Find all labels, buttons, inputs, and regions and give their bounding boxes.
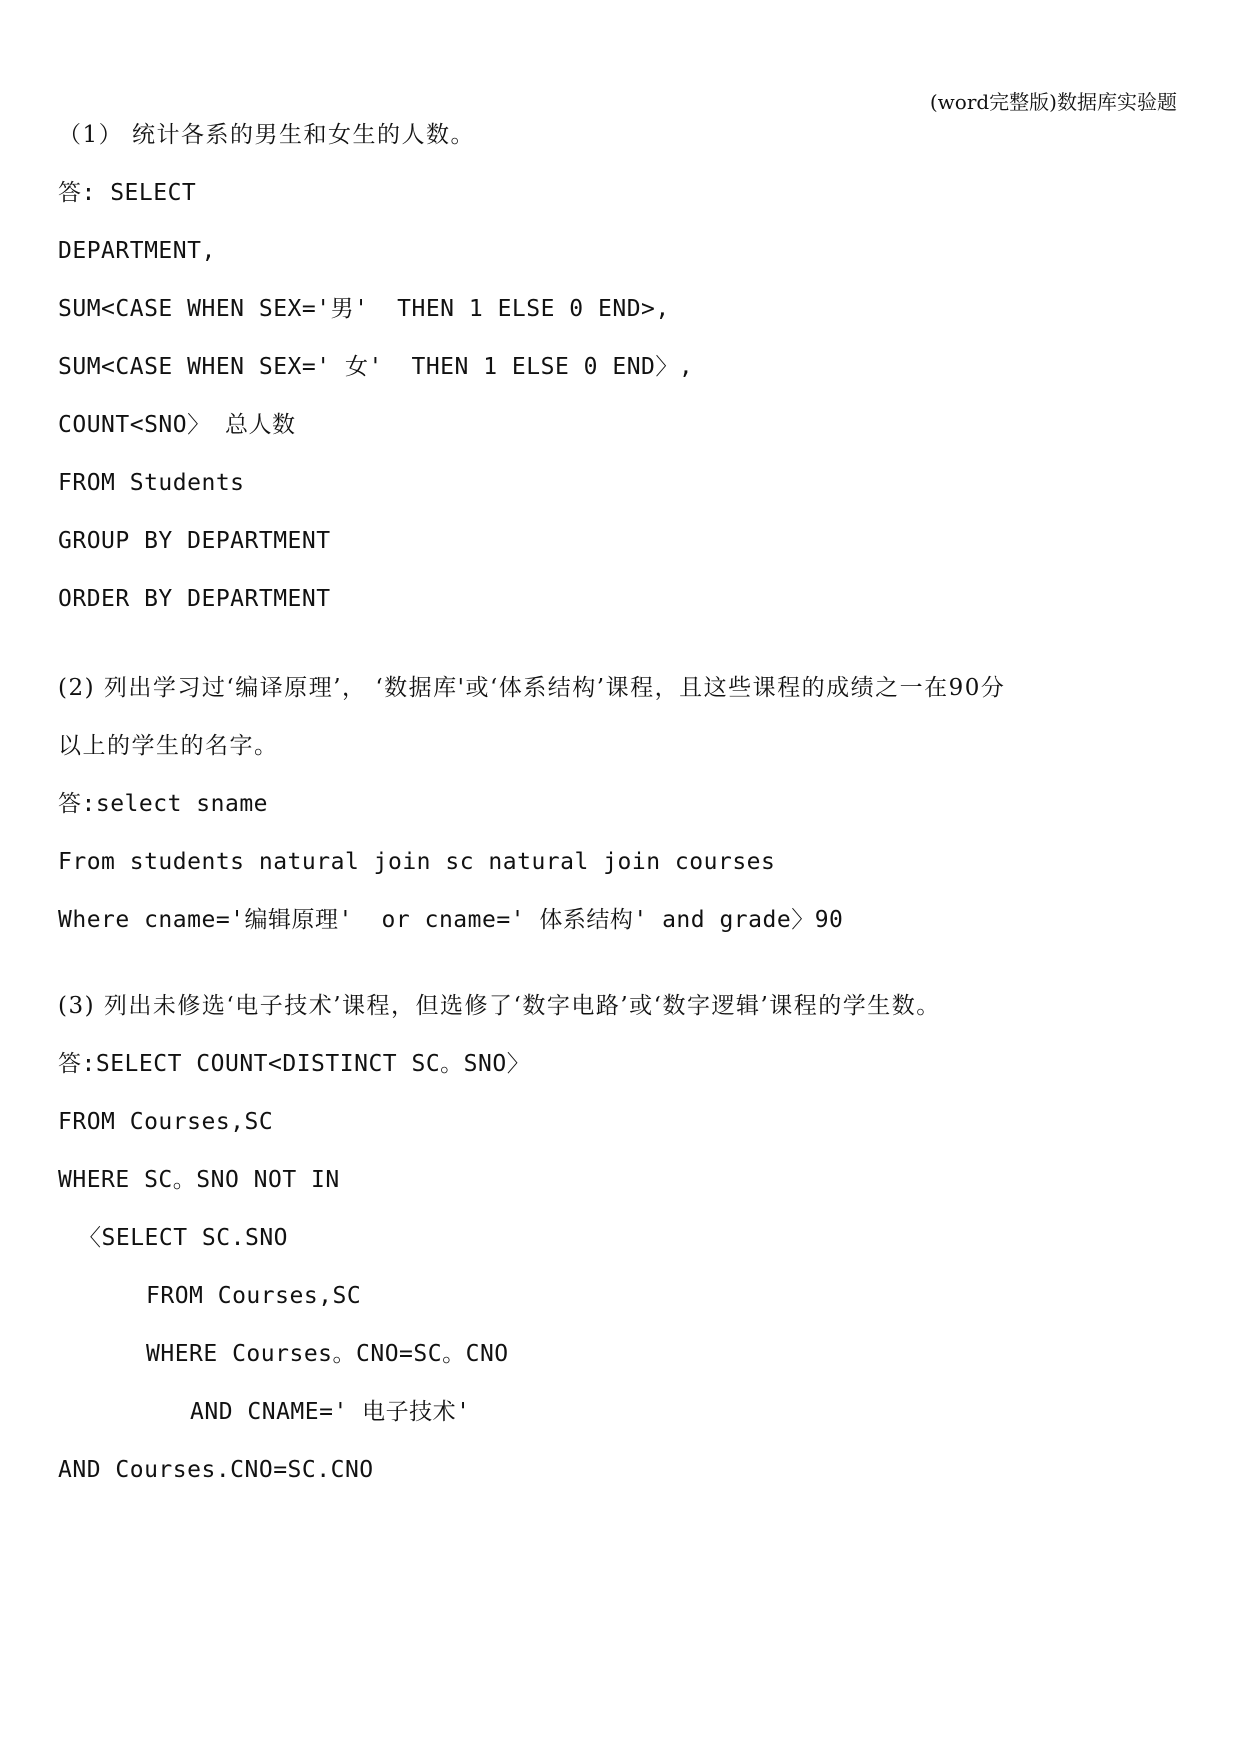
answer-2-line-2: From students natural join sc natural join courses	[58, 849, 776, 875]
answer-2-line-1: 答:select sname	[58, 791, 269, 817]
answer-1-line-4: SUM<CASE WHEN SEX=' 女' THEN 1 ELSE 0 END〉,	[58, 354, 694, 380]
question-2-line-2: 以上的学生的名字。	[58, 733, 279, 759]
page-header: (word完整版)数据库实验题	[929, 90, 1177, 114]
question-1: （1） 统计各系的男生和女生的人数。	[58, 122, 475, 148]
answer-3-line-7: AND CNAME=' 电子技术'	[190, 1399, 471, 1425]
answer-3-line-1: 答:SELECT COUNT<DISTINCT SC。SNO〉	[58, 1051, 531, 1077]
answer-1-line-8: ORDER BY DEPARTMENT	[58, 586, 331, 612]
answer-3-line-6: WHERE Courses。CNO=SC。CNO	[146, 1341, 509, 1367]
answer-3-line-5: FROM Courses,SC	[146, 1283, 362, 1309]
answer-1-line-1: 答: SELECT	[58, 180, 197, 206]
question-2-line-1: (2) 列出学习过‘编译原理’， ‘数据库'或‘体系结构’课程，且这些课程的成绩之一在90分	[58, 675, 1006, 701]
answer-3-line-2: FROM Courses,SC	[58, 1109, 274, 1135]
answer-3-line-8: AND Courses.CNO=SC.CNO	[58, 1457, 374, 1483]
answer-1-line-3: SUM<CASE WHEN SEX='男' THEN 1 ELSE 0 END>,	[58, 296, 670, 322]
answer-3-line-3: WHERE SC。SNO NOT IN	[58, 1167, 340, 1193]
answer-2-line-3: Where cname='编辑原理' or cname=' 体系结构' and grade〉90	[58, 907, 844, 933]
answer-1-line-6: FROM Students	[58, 470, 245, 496]
answer-1-line-7: GROUP BY DEPARTMENT	[58, 528, 331, 554]
question-3: (3) 列出未修选‘电子技术’课程，但选修了‘数字电路’或‘数字逻辑’课程的学生数。	[58, 993, 941, 1019]
answer-1-line-2: DEPARTMENT,	[58, 238, 216, 264]
answer-1-line-5: COUNT<SNO〉 总人数	[58, 412, 296, 438]
answer-3-line-4: 〈SELECT SC.SNO	[78, 1225, 289, 1251]
